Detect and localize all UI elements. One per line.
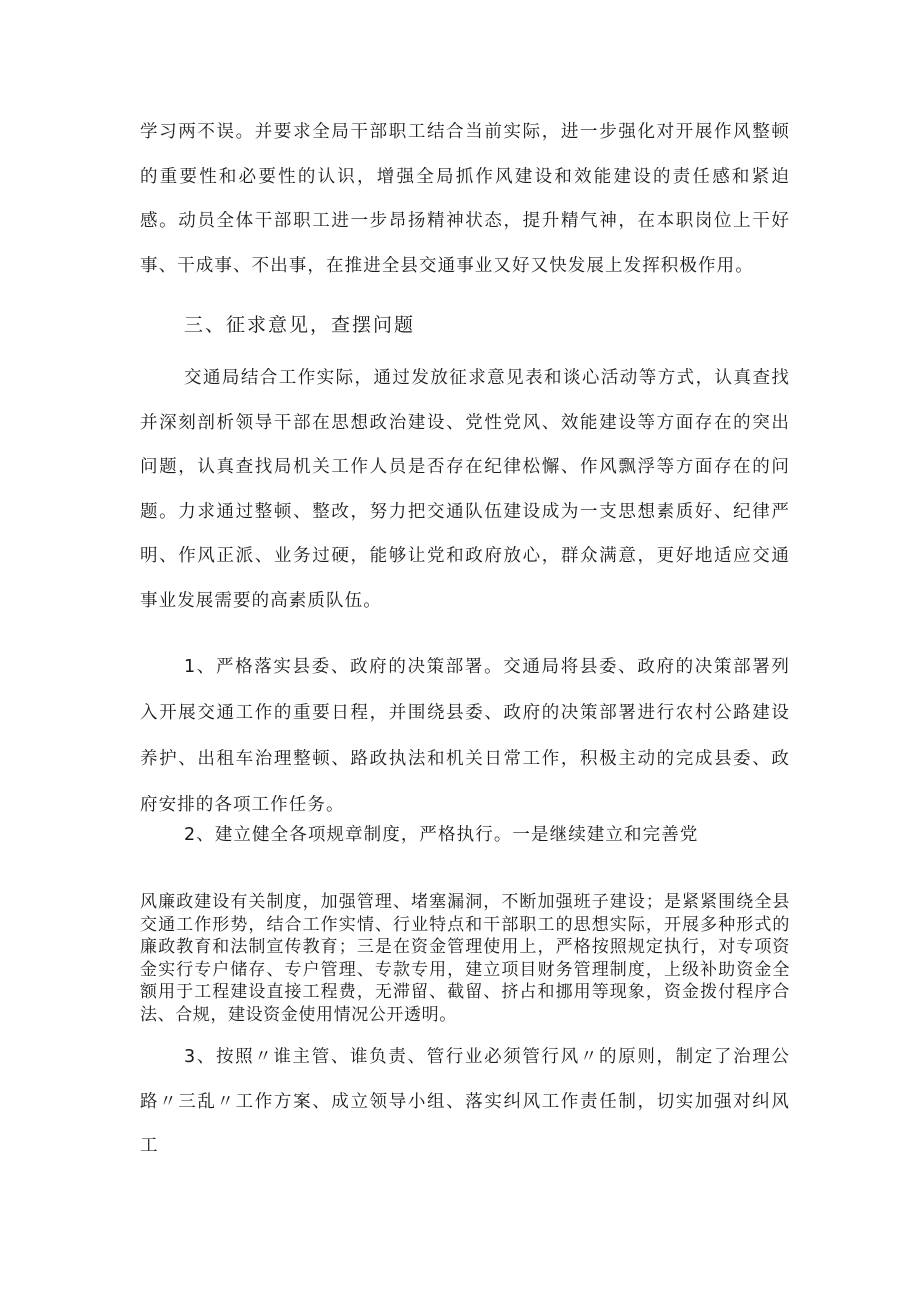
- section-heading: 三、征求意见，查摆问题: [184, 314, 416, 336]
- paragraph-solicit-opinions: 交通局结合工作实际，通过发放征求意见表和谈心活动等方式，认真查找并深刻剖析领导干部在思想政治建设、党性党风、效能建设等方面存在的突出问题，认真查找局机关工作人员是否存在纪律松懈、作风飘浮等方面存在的问题。力求通过整顿、整改，努力把交通队伍建设成为一支思想素质好、纪律严明、作风正派、业务过硬，能够让党和政府放心，群众满意，更好地适应交通事业发展需要的高素质队伍。: [140, 368, 790, 611]
- list-item-3: 3、按照〃谁主管、谁负责、管行业必须管行风〃的原则，制定了治理公路〃三乱〃工作方案、成立领导小组、落实纠风工作责任制，切实加强对纠风工: [140, 1047, 790, 1156]
- list-item-2-body: 风廉政建设有关制度，加强管理、堵塞漏洞，不断加强班子建设；是紧紧围绕全县交通工作形势，结合工作实情、行业特点和干部职工的思想实际，开展多种形式的廉政教育和法制宣传教育；三是在资金管理使用上，严格按照规定执行，对专项资金实行专户储存、专户管理、专款专用，建立项目财务管理制度，上级补助资金全额用于工程建设直接工程费，无滞留、截留、挤占和挪用等现象，资金拨付程序合法、合规，建设资金使用情况公开透明。: [140, 892, 790, 1025]
- paragraph-continuation: 学习两不误。并要求全局干部职工结合当前实际，进一步强化对开展作风整顿的重要性和必要性的认识，增强全局抓作风建设和效能建设的责任感和紧迫感。动员全体干部职工进一步昂扬精神状态，提升精气神，在本职岗位上干好事、干成事、不出事，在推进全县交通事业又好又快发展上发挥积极作用。: [140, 122, 790, 276]
- list-item-1: 1、严格落实县委、政府的决策部署。交通局将县委、政府的决策部署列入开展交通工作的重要日程，并围绕县委、政府的决策部署进行农村公路建设养护、出租车治理整顿、路政执法和机关日常工作，积极主动的完成县委、政府安排的各项工作任务。: [140, 657, 790, 815]
- list-item-2-lead: 2、建立健全各项规章制度，严格执行。一是继续建立和完善党: [184, 825, 699, 845]
